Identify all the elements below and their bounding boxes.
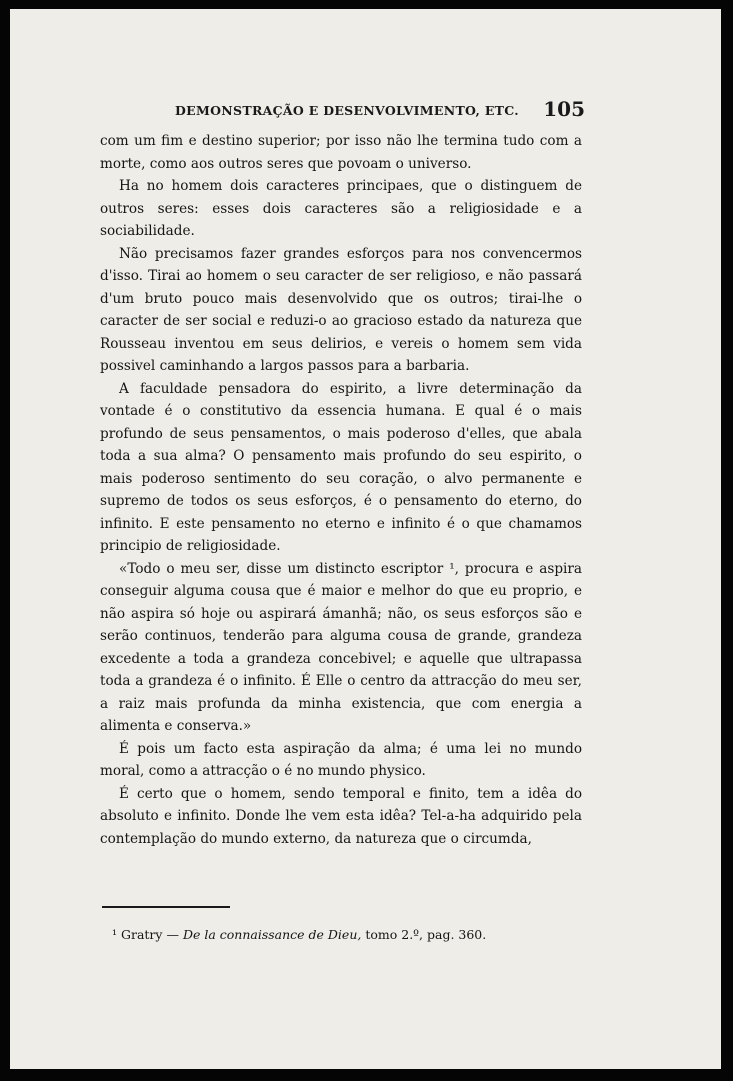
running-title: DEMONSTRAÇÃO E DESENVOLVIMENTO, ETC. xyxy=(175,103,519,118)
footnote-marker: ¹ xyxy=(112,927,118,942)
paragraph: É certo que o homem, sendo temporal e finito, tem a idêa do absoluto e infinito. Donde lhe vem esta idêa? Tel-a-ha adquirido pela contemplação do mundo externo, da natureza que o circumda, xyxy=(100,785,582,847)
page-number: 105 xyxy=(543,97,585,121)
footnote-reference: tomo 2.º, pag. 360. xyxy=(365,927,487,942)
paragraph: com um fim e destino superior; por isso não lhe termina tudo com a morte, como aos outros seres que povoam o universo. xyxy=(100,133,582,172)
paragraph: A faculdade pensadora do espirito, a livre determinação da vontade é o constitutivo da essencia humana. E qual é o mais profundo de seus pensamentos, o mais poderoso d'elles, que abala toda a sua alma? O pensamento mais profundo do seu espirito, o mais poderoso sentimento do seu coração, o alvo permanente e supremo de todos os seus esforços, é o pensamento do eterno, do infinito. E este pensamento no eterno e infinito é o que chamamos principio de religiosidade. xyxy=(100,380,582,554)
paragraph: Ha no homem dois caracteres principaes, que o distinguem de outros seres: esses dois caracteres são a religiosidade e a sociabilidade. xyxy=(100,178,582,239)
footnote-author: Gratry — xyxy=(121,927,179,942)
footnote xyxy=(112,927,572,942)
running-header xyxy=(175,97,585,123)
footnote-title: De la connaissance de Dieu, xyxy=(182,927,362,942)
quotation-paragraph: «Todo o meu ser, disse um distincto escriptor ¹, procura e aspira conseguir alguma cousa que é maior e melhor do que eu proprio, e não aspira só hoje ou aspirará ámanhã; não, os seus esforços são e serão continuos, tenderão para alguma cousa de grande, grandeza excedente a toda a grandeza concebivel; e aquelle que ultrapassa toda a grandeza é o infinito. É Elle o centro da attracção do meu ser, a raiz mais profunda da minha existencia, que com energia a alimenta e conserva.» xyxy=(100,560,582,734)
book-page xyxy=(10,9,721,1069)
body-text xyxy=(100,130,582,850)
footnote-divider xyxy=(102,906,230,908)
paragraph: É pois um facto esta aspiração da alma; é uma lei no mundo moral, como a attracção o é no mundo physico. xyxy=(100,740,582,779)
paragraph: Não precisamos fazer grandes esforços para nos convencermos d'isso. Tirai ao homem o seu caracter de ser religioso, e não passará d'um bruto pouco mais desenvolvido que os outros; tirai-lhe o caracter de ser social e reduzi-o ao gracioso estado da natureza que Rousseau inventou em seus delirios, e vereis o homem sem vida possivel caminhando a largos passos para a barbaria. xyxy=(100,245,582,374)
